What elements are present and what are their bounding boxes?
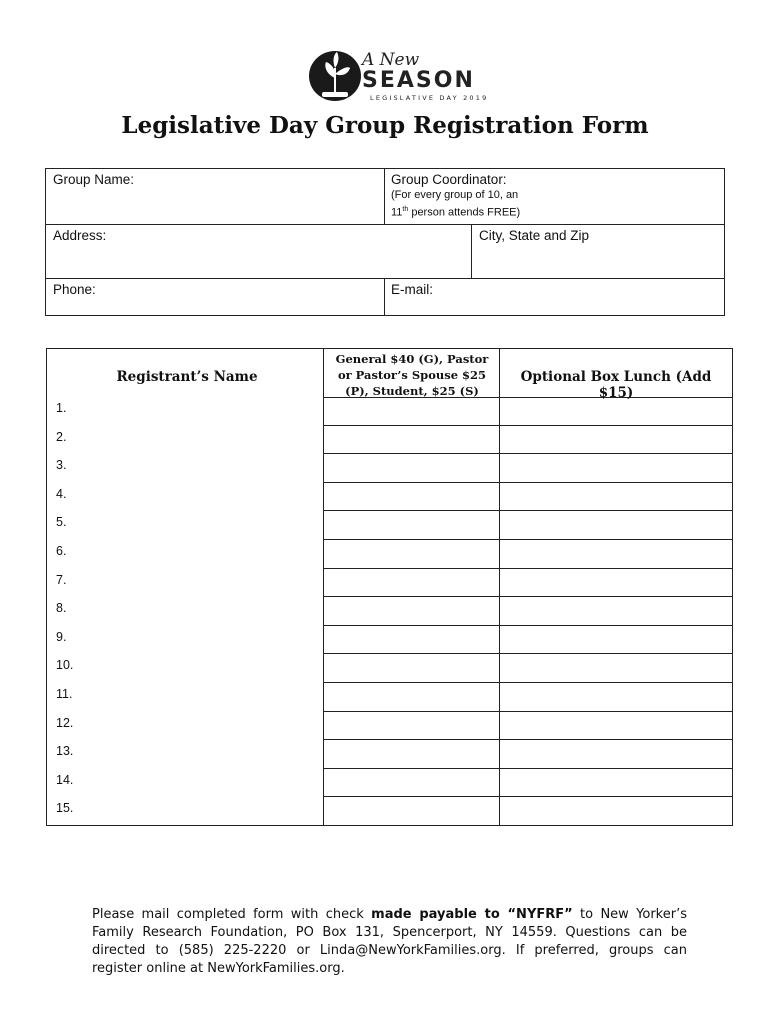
group-coordinator-label: Group Coordinator:: [391, 172, 507, 187]
address-label: Address:: [53, 228, 107, 243]
fee-type-cell[interactable]: [324, 397, 499, 426]
box-lunch-cell[interactable]: [500, 540, 732, 569]
table-row: [47, 769, 732, 798]
box-lunch-cell[interactable]: [500, 483, 732, 512]
fee-type-cell[interactable]: [324, 426, 499, 455]
box-lunch-cell[interactable]: [500, 511, 732, 540]
table-row: [47, 569, 732, 598]
box-lunch-cell[interactable]: [500, 397, 732, 426]
fee-type-cell[interactable]: [324, 483, 499, 512]
registrant-name-cell[interactable]: [77, 655, 321, 682]
fee-type-cell[interactable]: [324, 797, 499, 826]
row-number: 3.: [56, 458, 67, 473]
box-lunch-header: Optional Box Lunch (Add $15): [520, 369, 712, 401]
logo-subtitle: LEGISLATIVE DAY 2019: [370, 94, 489, 102]
mailing-instructions: Please mail completed form with check made payable to “NYFRF” to New Yorker’s Family Research Foundation, PO Box 131, Spencerport, NY 14559. Questions can be directed to (585) 225-2220 or Linda@NewYorkFamilies.org. If preferred, groups can register online at NewYorkFamilies.org.: [92, 907, 687, 976]
row-number: 4.: [56, 486, 67, 501]
address-field[interactable]: [48, 245, 468, 277]
phone-field[interactable]: [106, 281, 382, 315]
city-state-zip-field[interactable]: [474, 245, 722, 277]
registrant-name-cell[interactable]: [77, 770, 321, 797]
box-lunch-cell[interactable]: [500, 569, 732, 598]
fee-type-cell[interactable]: [324, 511, 499, 540]
box-lunch-cell[interactable]: [500, 683, 732, 712]
table-row: [47, 454, 732, 483]
registrant-name-cell[interactable]: [77, 541, 321, 568]
email-field[interactable]: [441, 281, 721, 315]
row-number: 7.: [56, 572, 67, 587]
table-row: [47, 483, 732, 512]
registrant-name-cell[interactable]: [77, 427, 321, 454]
fee-type-cell[interactable]: [324, 740, 499, 769]
table-row: [47, 597, 732, 626]
form-title: Legislative Day Group Registration Form: [121, 112, 649, 139]
row-number: 14.: [56, 772, 74, 787]
table-row: [47, 654, 732, 683]
group-name-field[interactable]: [48, 189, 382, 223]
fee-type-cell[interactable]: [324, 569, 499, 598]
row-number: 10.: [56, 658, 74, 673]
table-row: [47, 712, 732, 741]
registrant-name-cell[interactable]: [77, 570, 321, 597]
registrant-name-header: Registrant’s Name: [116, 369, 258, 385]
group-info-box: [45, 168, 725, 316]
registrant-name-cell[interactable]: [77, 713, 321, 740]
row-number: 1.: [56, 401, 67, 415]
table-row: [47, 511, 732, 540]
box-lunch-cell[interactable]: [500, 426, 732, 455]
table-row: [47, 426, 732, 455]
registrant-name-cell[interactable]: [77, 512, 321, 539]
fee-type-cell[interactable]: [324, 626, 499, 655]
table-row: [47, 740, 732, 769]
row-number: 6.: [56, 544, 67, 558]
row-number: 12.: [56, 715, 74, 730]
box-lunch-cell[interactable]: [500, 654, 732, 683]
fee-type-cell[interactable]: [324, 454, 499, 483]
phone-label: Phone:: [53, 282, 96, 297]
email-label: E-mail:: [391, 282, 434, 297]
box-lunch-cell[interactable]: [500, 626, 732, 655]
registrant-name-cell[interactable]: [77, 455, 321, 482]
city-state-zip-label: City, State and Zip: [479, 228, 590, 243]
fee-type-cell[interactable]: [324, 683, 499, 712]
box-lunch-cell[interactable]: [500, 797, 732, 826]
coordinator-note-line1: (For every group of 10, an: [391, 189, 519, 201]
registrant-name-cell[interactable]: [77, 598, 321, 625]
registrant-name-cell[interactable]: [77, 798, 321, 825]
row-number: 9.: [56, 629, 67, 644]
registrant-name-cell[interactable]: [77, 741, 321, 768]
row-number: 11.: [56, 687, 73, 701]
fee-type-cell[interactable]: [324, 597, 499, 626]
registrant-name-cell[interactable]: [77, 684, 321, 711]
fee-type-cell[interactable]: [324, 769, 499, 798]
box-lunch-cell[interactable]: [500, 712, 732, 741]
table-row: [47, 797, 732, 826]
box-lunch-cell[interactable]: [500, 597, 732, 626]
table-row: [47, 626, 732, 655]
coordinator-note-line2: 11th person attends FREE): [391, 206, 521, 219]
logo-script-text: A New: [362, 50, 420, 70]
fee-type-cell[interactable]: [324, 654, 499, 683]
fee-type-header: General $40 (G), Pastor or Pastor’s Spouse $25 (P), Student, $25 (S): [335, 352, 489, 398]
registrants-table: [46, 348, 733, 826]
registrant-name-cell[interactable]: [77, 398, 321, 425]
row-number: 13.: [56, 744, 74, 759]
box-lunch-cell[interactable]: [500, 740, 732, 769]
payable-to-note: made payable to “NYFRF”: [371, 907, 573, 922]
registrant-name-cell[interactable]: [77, 627, 321, 654]
table-row: [47, 683, 732, 712]
fee-type-cell[interactable]: [324, 712, 499, 741]
table-row: [47, 540, 732, 569]
fee-type-cell[interactable]: [324, 540, 499, 569]
group-name-label: Group Name:: [53, 172, 135, 187]
registrant-name-cell[interactable]: [77, 484, 321, 511]
row-number: 15.: [56, 801, 74, 816]
table-row: [47, 397, 732, 426]
row-number: 8.: [56, 601, 67, 616]
row-number: 2.: [56, 429, 67, 444]
box-lunch-cell[interactable]: [500, 769, 732, 798]
row-number: 5.: [56, 515, 67, 530]
logo-season-text: SEASON: [362, 68, 475, 93]
box-lunch-cell[interactable]: [500, 454, 732, 483]
